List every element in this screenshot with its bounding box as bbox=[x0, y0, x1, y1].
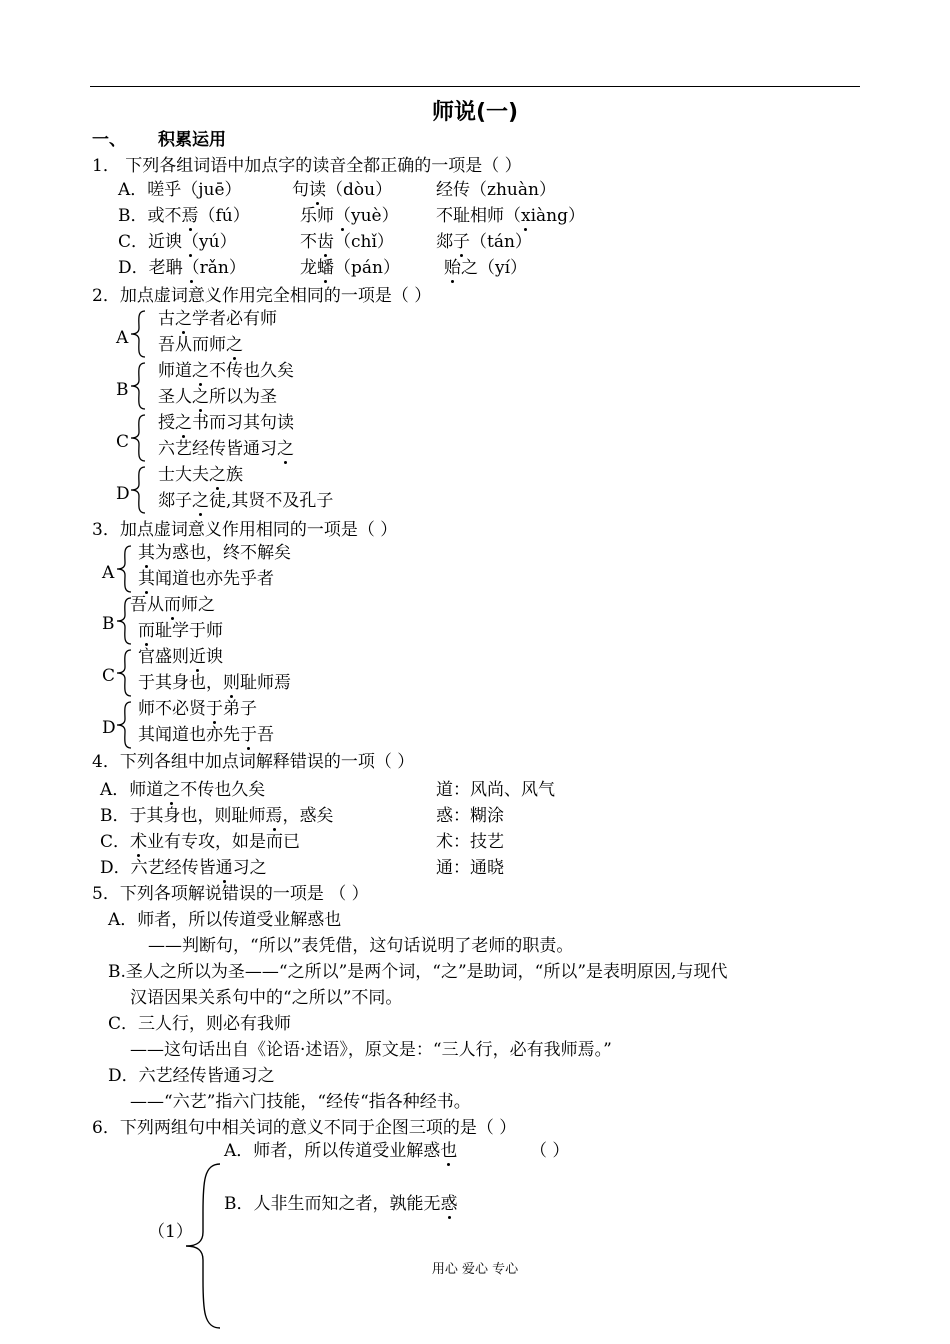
q5-b-line-2: 汉语因果关系句中的“之所以”不同。 bbox=[130, 988, 403, 1008]
q1-b-2: 乐师（yuè） bbox=[300, 206, 399, 226]
q3-brace-d bbox=[114, 701, 136, 749]
emphasis-dot-char: 术 bbox=[130, 832, 148, 852]
q1-c-1: C．近谀（yú） bbox=[118, 232, 237, 252]
q3-c-line-2: 于其身也，则耻师焉 bbox=[138, 673, 291, 693]
q1-d-1: D．老聃（rǎn） bbox=[118, 258, 246, 278]
emphasis-dot-char: 焉 bbox=[265, 806, 283, 826]
q3-d-line-2: 其闻道也亦先于吾 bbox=[138, 725, 274, 745]
emphasis-dot-char: 之 bbox=[175, 309, 192, 329]
emphasis-dot-char: 之 bbox=[192, 387, 209, 407]
emphasis-dot-char: 于 bbox=[206, 699, 223, 719]
header-rule bbox=[90, 86, 860, 87]
q5-d-line-2: ——“六艺”指六门技能，“经传“指各种经书。 bbox=[130, 1092, 471, 1112]
q3-label-b: B bbox=[102, 614, 115, 634]
q3-c-line-1: 官盛则近谀 bbox=[138, 647, 223, 667]
q5-a-line-1: A．师者，所以传道受业解惑也 bbox=[108, 910, 342, 930]
q4-a-sentence: A．师道之不传也久矣 bbox=[100, 780, 266, 800]
page-footer: 用心 爱心 专心 bbox=[431, 1262, 519, 1277]
emphasis-dot-char: 而 bbox=[164, 595, 181, 615]
q5-b-line-1: B.圣人之所以为圣——“之所以”是两个词，“之”是助词，“所以”是表明原因,与现代 bbox=[108, 962, 728, 982]
q6-group-label: （1） bbox=[148, 1222, 193, 1242]
q1-b-3: 不耻相师（xiàng） bbox=[436, 206, 585, 226]
q2-label-b: B bbox=[116, 380, 129, 400]
q3-label-c: C bbox=[102, 666, 116, 686]
q3-b-line-1: 吾从而师之 bbox=[130, 595, 215, 615]
q4-stem: 4．下列各组中加点词解释错误的一项（ ） bbox=[92, 752, 415, 772]
q2-a-line-2: 吾从而师之 bbox=[158, 335, 243, 355]
q5-a-line-2: ——判断句，“所以”表凭借，这句话说明了老师的职责。 bbox=[148, 936, 574, 956]
q6-b-line: B．人非生而知之者，孰能无惑 bbox=[224, 1194, 458, 1214]
q1-a-3: 经传（zhuàn） bbox=[436, 180, 556, 200]
emphasis-dot-char: 齿 bbox=[317, 232, 334, 252]
q3-d-line-1: 师不必贤于弟子 bbox=[138, 699, 257, 719]
emphasis-dot-char: 之 bbox=[192, 361, 209, 381]
emphasis-dot-char: 之 bbox=[192, 491, 209, 511]
q2-brace-c bbox=[128, 414, 150, 462]
q3-b-line-2: 而耻学于师 bbox=[138, 621, 223, 641]
q4-a-gloss: 道：风尚、风气 bbox=[436, 780, 555, 800]
emphasis-dot-char: 之 bbox=[277, 439, 294, 459]
emphasis-dot-char: 近 bbox=[189, 647, 206, 667]
q2-b-line-2: 圣人之所以为圣 bbox=[158, 387, 277, 407]
q6-a-line: A．师者，所以传道受业解惑也 bbox=[224, 1141, 458, 1161]
emphasis-dot-char: （ bbox=[182, 258, 200, 278]
q1-c-3: 郯子（tán） bbox=[436, 232, 532, 252]
emphasis-dot-char: 之 bbox=[226, 335, 243, 355]
emphasis-dot-char: （ bbox=[334, 206, 351, 226]
section-label: 积累运用 bbox=[158, 130, 226, 150]
emphasis-dot-char: 其 bbox=[138, 569, 155, 589]
emphasis-dot-char: 焉 bbox=[181, 206, 199, 226]
q6-stem: 6．下列两组句中相关词的意义不同于企图三项的是（ ） bbox=[92, 1118, 517, 1138]
q2-d-line-2: 郯子之徒,其贤不及孔子 bbox=[158, 491, 334, 511]
emphasis-dot-char: x bbox=[521, 206, 531, 226]
q4-b-gloss: 惑：糊涂 bbox=[436, 806, 504, 826]
q4-d-sentence: D．六艺经传皆通习之 bbox=[100, 858, 267, 878]
q2-c-line-2: 六艺经传皆通习之 bbox=[158, 439, 294, 459]
q3-stem: 3．加点虚词意义作用相同的一项是（ ） bbox=[92, 520, 398, 540]
q1-d-3: 贻之（yí） bbox=[444, 258, 528, 278]
q2-label-d: D bbox=[116, 484, 130, 504]
emphasis-dot-char: 其 bbox=[138, 543, 155, 563]
emphasis-dot-char: 之 bbox=[163, 780, 181, 800]
q2-brace-b bbox=[128, 362, 150, 410]
emphasis-dot-char: 通 bbox=[215, 858, 233, 878]
q2-stem: 2．加点虚词意义作用完全相同的一项是（ ） bbox=[92, 286, 432, 306]
section-number: 一、 bbox=[92, 130, 126, 150]
q2-c-line-1: 授之书而习其句读 bbox=[158, 413, 294, 433]
q2-brace-d bbox=[128, 466, 150, 514]
q3-brace-a bbox=[114, 545, 136, 593]
emphasis-dot-char: 而 bbox=[138, 621, 155, 641]
q2-a-line-1: 古之学者必有师 bbox=[158, 309, 277, 329]
q1-a-1: A．嗟乎（juē） bbox=[118, 180, 242, 200]
q5-stem: 5．下列各项解说错误的一项是 （ ） bbox=[92, 884, 369, 904]
q2-label-a: A bbox=[116, 328, 129, 348]
emphasis-dot-char: 也 bbox=[440, 1141, 458, 1161]
q2-label-c: C bbox=[116, 432, 130, 452]
q2-d-line-1: 士大夫之族 bbox=[158, 465, 243, 485]
q5-d-line-1: D．六艺经传皆通习之 bbox=[108, 1066, 275, 1086]
q3-a-line-2: 其闻道也亦先乎者 bbox=[138, 569, 274, 589]
page-title: 师说(一) bbox=[431, 100, 519, 125]
q1-b-1: B．或不焉（fú） bbox=[118, 206, 250, 226]
q5-c-line-1: C．三人行，则必有我师 bbox=[108, 1014, 292, 1034]
emphasis-dot-char: 惑 bbox=[440, 1194, 458, 1214]
emphasis-dot-char: 之 bbox=[175, 413, 192, 433]
emphasis-dot-char: 蟠 bbox=[317, 258, 334, 278]
q6-a-paren: （ ） bbox=[530, 1141, 570, 1161]
q1-stem: 1． 下列各组词语中加点字的读音全都正确的一项是（ ） bbox=[92, 156, 522, 176]
q4-c-gloss: 术：技艺 bbox=[436, 832, 504, 852]
q1-d-2: 龙蟠（pán） bbox=[300, 258, 400, 278]
q4-b-sentence: B．于其身也，则耻师焉，惑矣 bbox=[100, 806, 334, 826]
emphasis-dot-char: 之 bbox=[209, 465, 226, 485]
q3-label-a: A bbox=[102, 563, 115, 583]
q6-large-brace bbox=[182, 1162, 224, 1330]
q2-b-line-1: 师道之不传也久矣 bbox=[158, 361, 294, 381]
q5-c-line-2: ——这句话出自《论语·述语》，原文是：“三人行，必有我师焉。” bbox=[130, 1040, 612, 1060]
q1-a-2: 句读（dòu） bbox=[292, 180, 393, 200]
emphasis-dot-char: 子 bbox=[453, 232, 470, 252]
emphasis-dot-char: 于 bbox=[240, 725, 257, 745]
emphasis-dot-char: 贻 bbox=[444, 258, 461, 278]
q4-d-gloss: 通：通晓 bbox=[436, 858, 504, 878]
q4-c-sentence: C．术业有专攻，如是而已 bbox=[100, 832, 301, 852]
q2-brace-a bbox=[128, 310, 150, 358]
emphasis-dot-char: 则 bbox=[223, 673, 240, 693]
q3-brace-c bbox=[114, 649, 136, 697]
q3-label-d: D bbox=[102, 718, 116, 738]
q3-a-line-1: 其为惑也，终不解矣 bbox=[138, 543, 291, 563]
emphasis-dot-char: 读 bbox=[309, 180, 326, 200]
q1-c-2: 不齿（chǐ） bbox=[300, 232, 394, 252]
emphasis-dot-char: （ bbox=[182, 232, 200, 252]
